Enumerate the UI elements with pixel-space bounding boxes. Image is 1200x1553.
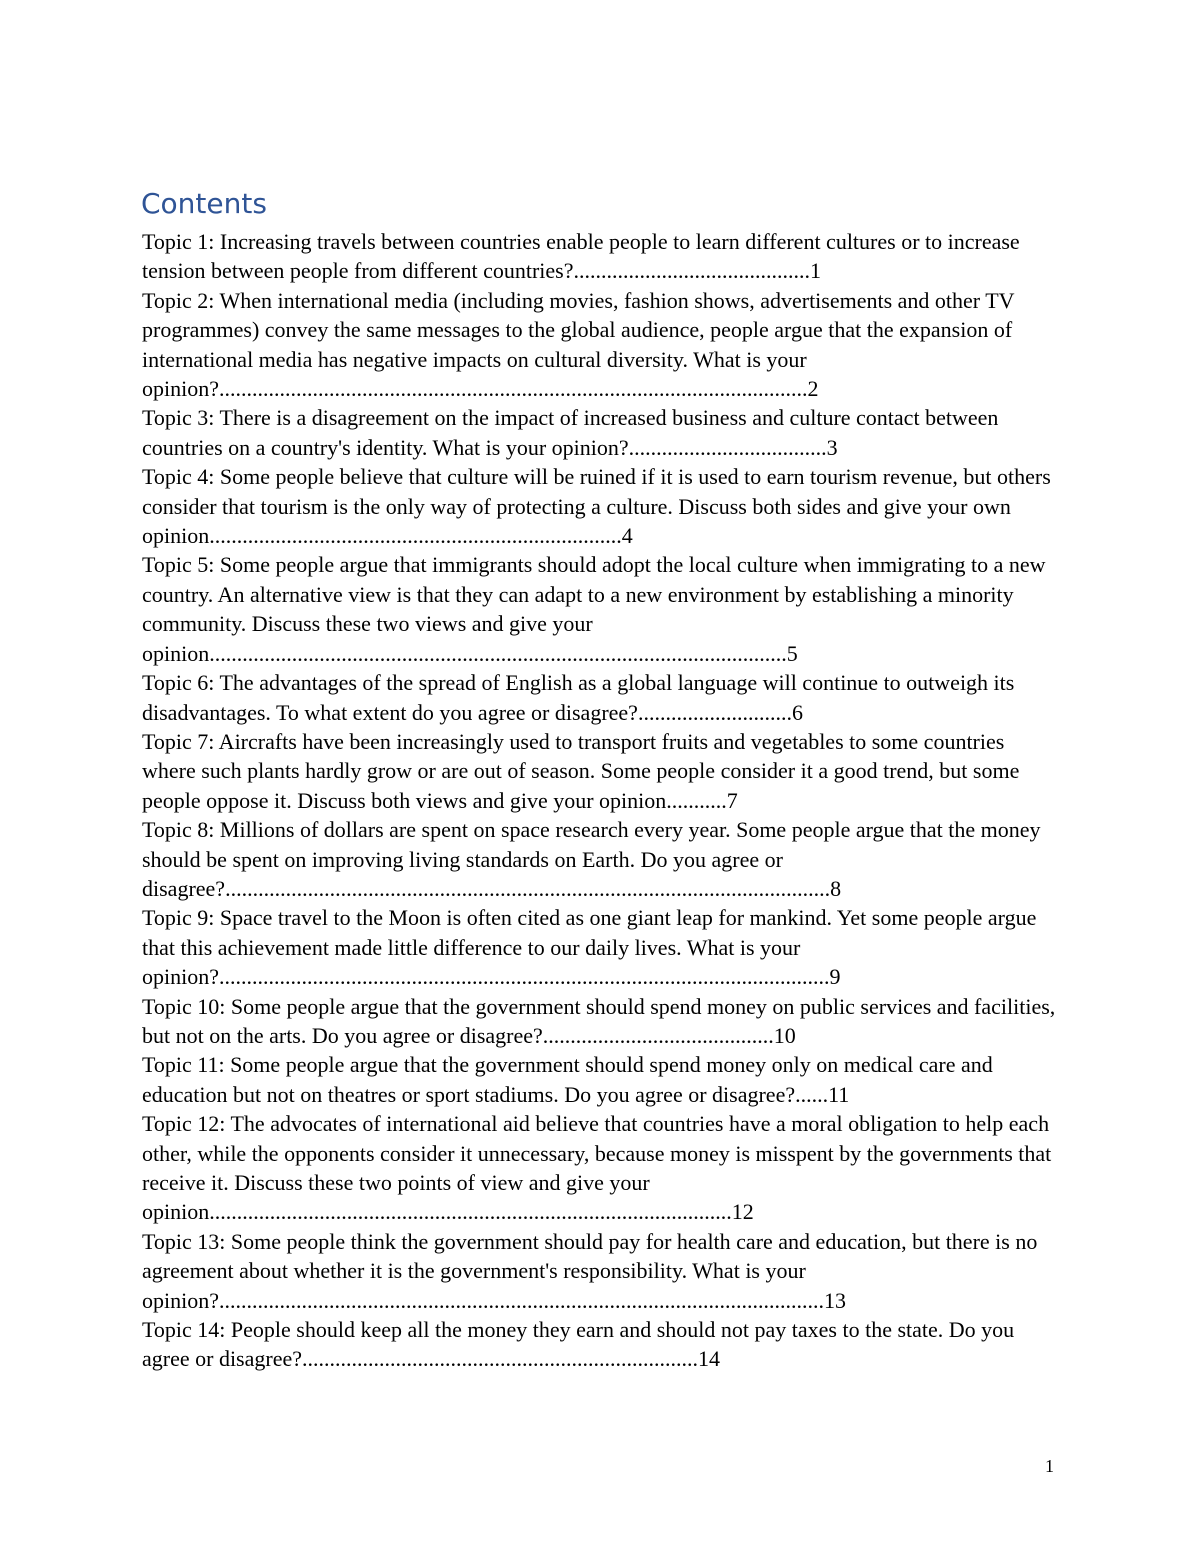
toc-entry-text: Topic 1: Increasing travels between countries enable people to learn different cultures or to increase tension between people from different countries? — [142, 229, 1020, 284]
toc-entry-leader: .............................................................................................................. — [219, 1287, 824, 1313]
toc-entry-leader: ........................................................................................................... — [219, 376, 808, 402]
toc-entry-leader: ............................................................................................... — [209, 1199, 732, 1225]
toc-entry-text: Topic 13: Some people think the government should pay for health care and education, but there is no agreement about whether it is the government's responsibility. What is your opinion? — [142, 1228, 1038, 1313]
toc-entry-text: Topic 12: The advocates of international aid believe that countries have a moral obligation to help each other, while the opponents consider it unnecessary, because money is misspent by the governments that receive it. Discuss these two points of view and give your opinion — [142, 1111, 1052, 1225]
toc-entry-4[interactable] — [142, 462, 1058, 550]
toc-entry-page: 11 — [828, 1081, 850, 1107]
toc-entry-page: 4 — [621, 523, 633, 549]
toc-entry-3[interactable] — [142, 403, 1058, 462]
toc-entry-page: 9 — [829, 964, 841, 990]
toc-entry-page: 7 — [726, 787, 738, 813]
toc-entry-page: 14 — [698, 1346, 721, 1372]
toc-entry-page: 2 — [807, 376, 819, 402]
toc-entry-text: Topic 14: People should keep all the money they earn and should not pay taxes to the state. Do you agree or disagree? — [142, 1317, 1015, 1372]
toc-entry-text: Topic 4: Some people believe that culture will be ruined if it is used to earn tourism revenue, but others consider that tourism is the only way of protecting a culture. Discuss both sides and give your own opinion — [142, 464, 1051, 549]
toc-entry-12[interactable] — [142, 1109, 1058, 1227]
toc-entry-page: 8 — [830, 875, 842, 901]
toc-entry-leader: .............................................................................................................. — [225, 875, 831, 901]
toc-entry-text: Topic 11: Some people argue that the government should spend money only on medical care and education but not on theatres or sport stadiums. Do you agree or disagree? — [142, 1052, 993, 1107]
toc-entry-page: 3 — [826, 434, 838, 460]
toc-entry-6[interactable] — [142, 668, 1058, 727]
toc-entry-page: 6 — [791, 699, 803, 725]
toc-entry-text: Topic 9: Space travel to the Moon is often cited as one giant leap for mankind. Yet some people argue that this achievement made little difference to our daily lives. What is your opinion? — [142, 905, 1037, 990]
toc-entry-leader: ...... — [795, 1081, 829, 1107]
toc-entry-leader: ........................................................................ — [302, 1346, 699, 1372]
toc-entry-leader: ............................ — [637, 699, 792, 725]
toc-entry-page: 5 — [786, 640, 798, 666]
toc-entry-1[interactable] — [142, 227, 1058, 286]
toc-entry-text: Topic 3: There is a disagreement on the impact of increased business and culture contact between countries on a country's identity. What is your opinion? — [142, 405, 999, 460]
toc-entry-leader: ......................................................................................................... — [209, 640, 787, 666]
toc-entry-leader: ............................................................................................................... — [219, 964, 830, 990]
toc-entry-leader: ........................................... — [573, 258, 810, 284]
toc-entry-page: 1 — [810, 258, 821, 284]
contents-heading: Contents — [141, 187, 267, 220]
toc-entry-9[interactable] — [142, 903, 1058, 991]
page-number: 1 — [1045, 1456, 1054, 1476]
toc-entry-text: Topic 2: When international media (including movies, fashion shows, advertisements and other TV programmes) convey the same messages to the global audience, people argue that the expansion of international media has negative impacts on cultural diversity. What is your opinion? — [142, 287, 1015, 402]
toc-entry-2[interactable] — [142, 286, 1058, 404]
toc-entry-page: 10 — [773, 1022, 796, 1048]
toc-entry-page: 12 — [731, 1199, 754, 1225]
toc-entry-text: Topic 10: Some people argue that the government should spend money on public services and facilities, but not on the arts. Do you agree or disagree? — [142, 993, 1056, 1048]
toc-entry-11[interactable] — [142, 1050, 1058, 1109]
toc-entry-text: Topic 8: Millions of dollars are spent on space research every year. Some people argue that the money should be spent on improving living standards on Earth. Do you agree or disagree? — [142, 817, 1041, 901]
table-of-contents — [142, 227, 1058, 1374]
toc-entry-text: Topic 7: Aircrafts have been increasingly used to transport fruits and vegetables to some countries where such plants hardly grow or are out of season. Some people consider it a good trend, but some people oppose it. Discuss both views and give your opinion — [142, 728, 1020, 813]
toc-entry-leader: .......................................... — [542, 1022, 774, 1048]
toc-entry-8[interactable] — [142, 815, 1058, 903]
toc-entry-leader: ........... — [666, 787, 727, 813]
toc-entry-leader: ........................................................................... — [209, 523, 622, 549]
toc-entry-10[interactable] — [142, 992, 1058, 1051]
toc-entry-page: 13 — [824, 1287, 846, 1313]
toc-entry-14[interactable] — [142, 1315, 1058, 1374]
toc-entry-7[interactable] — [142, 727, 1058, 815]
toc-entry-leader: .................................... — [628, 434, 827, 460]
toc-entry-13[interactable] — [142, 1227, 1058, 1315]
toc-entry-text: Topic 6: The advantages of the spread of English as a global language will continue to outweigh its disadvantages. To what extent do you agree or disagree? — [142, 670, 1015, 725]
toc-entry-text: Topic 5: Some people argue that immigrants should adopt the local culture when immigrating to a new country. An alternative view is that they can adapt to a new environment by establishing a minority community. Discuss these two views and give your opinion — [142, 552, 1046, 666]
toc-entry-5[interactable] — [142, 550, 1058, 668]
